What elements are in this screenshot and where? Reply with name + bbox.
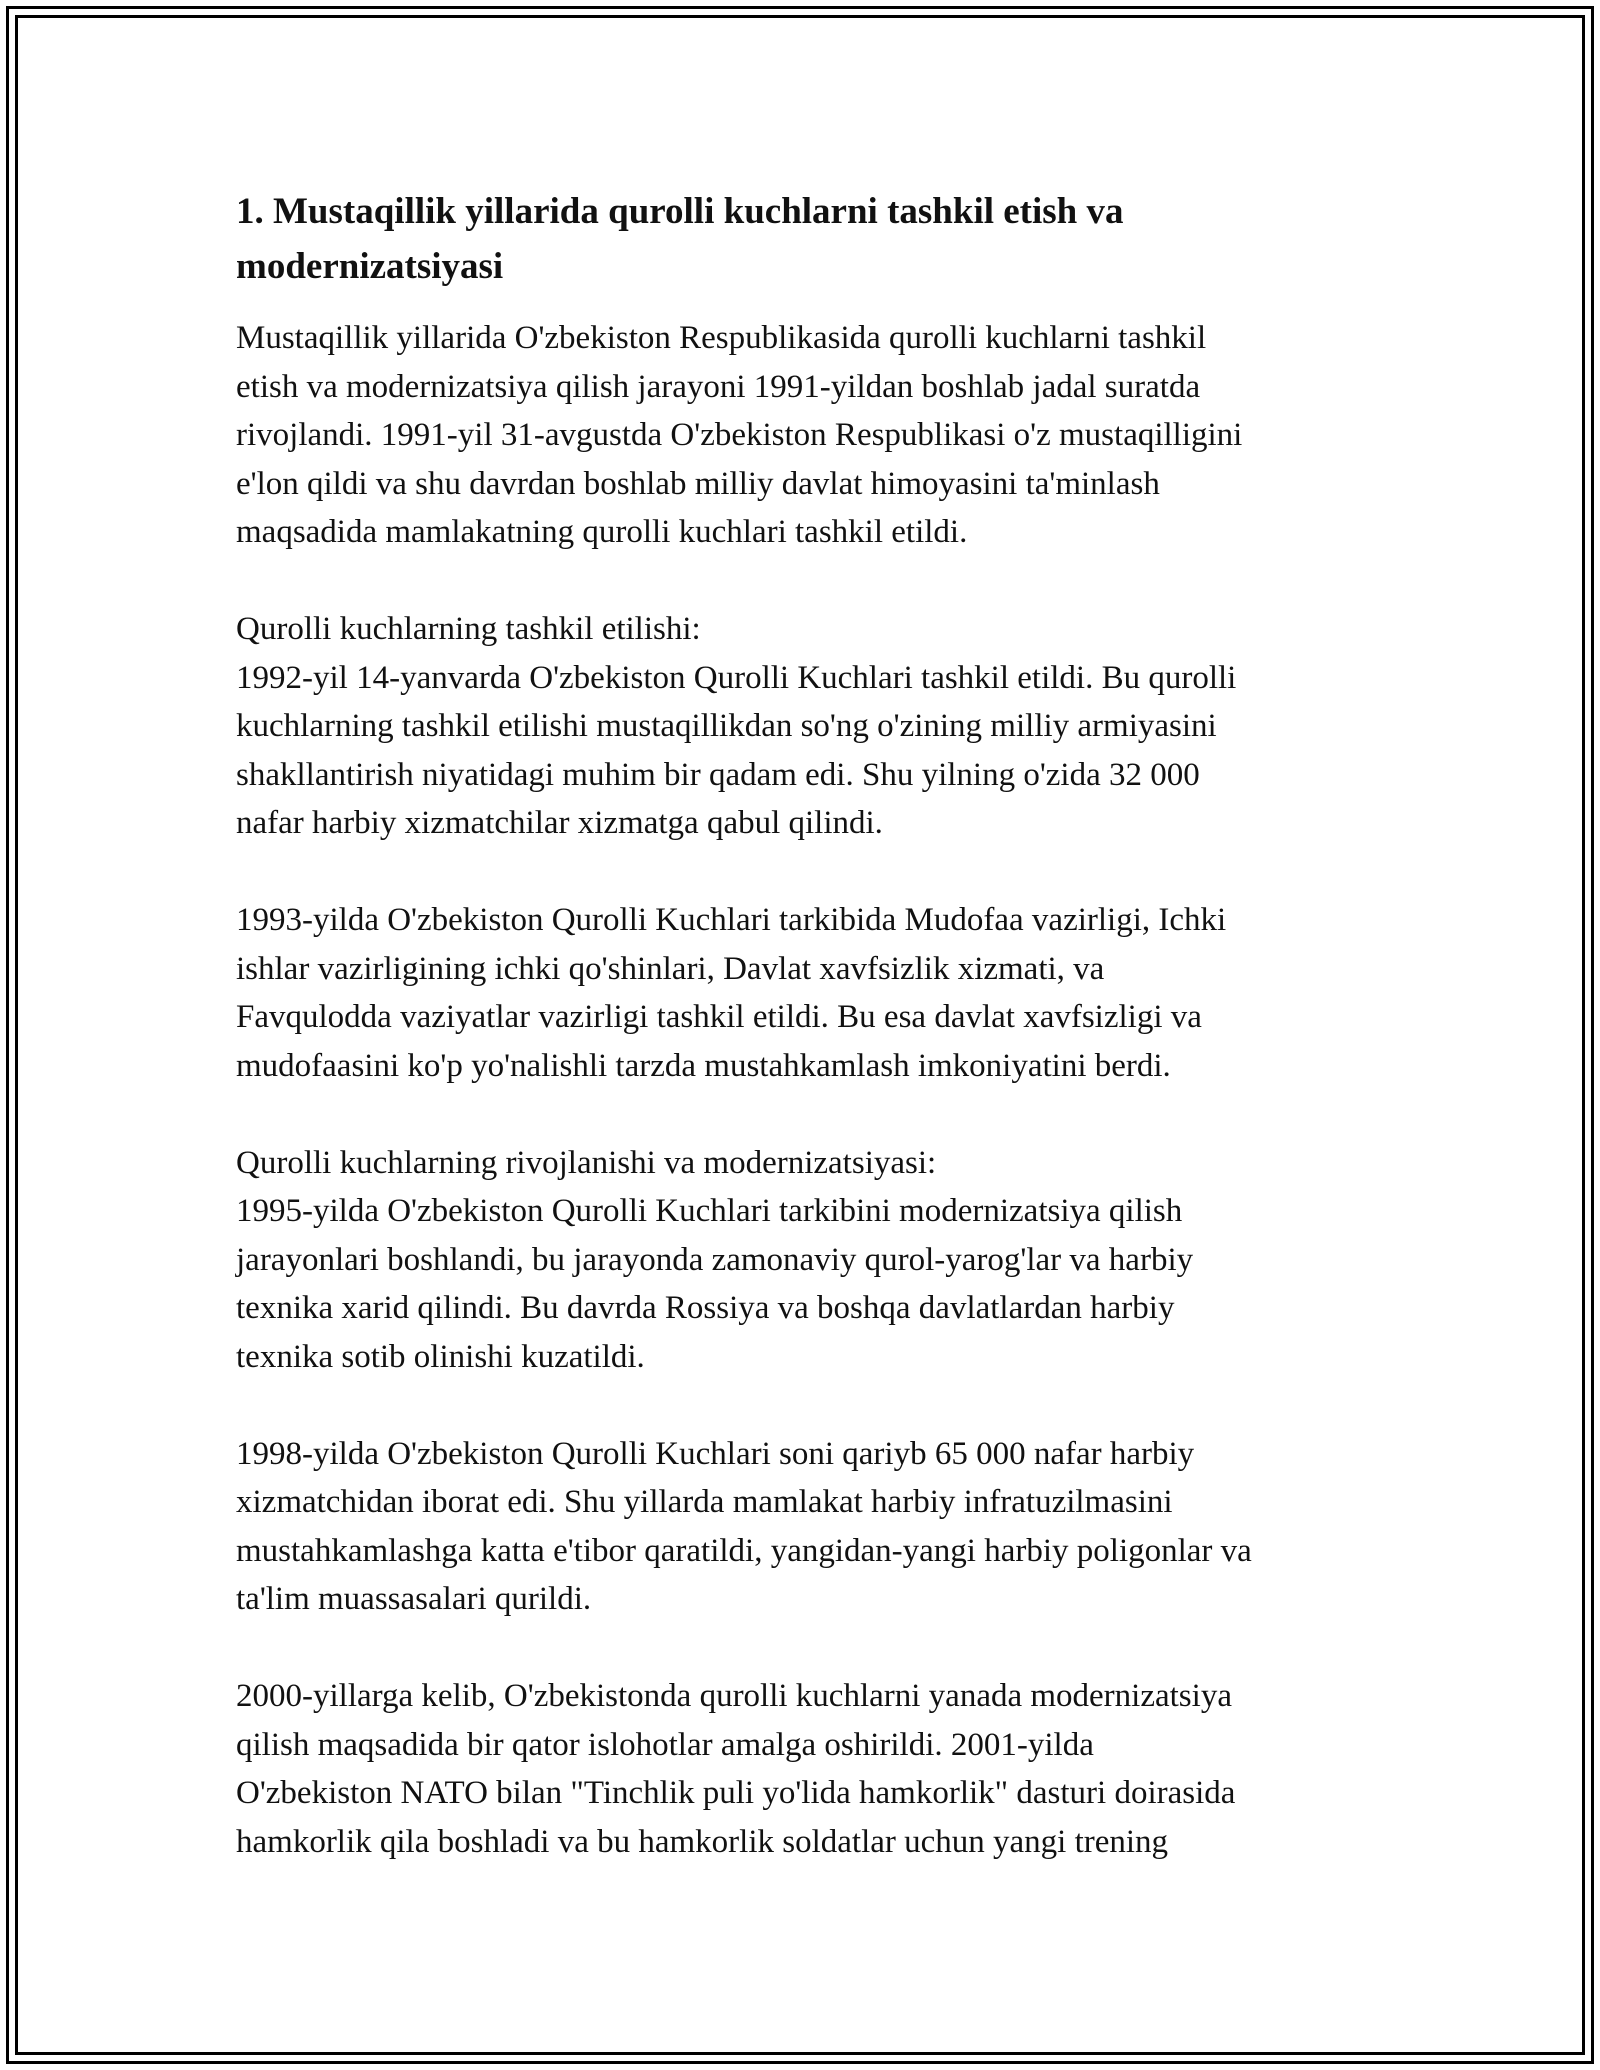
text-line: 1993-yilda O'zbekiston Qurolli Kuchlari tarkibida Mudofaa vazirligi, Ichki [236,902,1227,938]
text-line: mustahkamlashga katta e'tibor qaratildi, yangidan-yangi harbiy poligonlar va [236,1532,1252,1569]
text-line: qilish maqsadida bir qator islohotlar amalga oshirildi. 2001-yilda [236,1726,1094,1763]
text-line: nafar harbiy xizmatchilar xizmatga qabul qilindi. [236,805,883,841]
text-line: e'lon qildi va shu davrdan boshlab milliy davlat himoyasini ta'minlash [236,465,1160,502]
text-line: kuchlarning tashkil etilishi mustaqillikdan so'ng o'zining milliy armiyasini [236,708,1217,744]
text-line: ishlar vazirligining ichki qo'shinlari, Davlat xavfsizlik xizmati, va [236,950,1105,987]
text-line: shakllantirish niyatidagi muhim bir qadam edi. Shu yilning o'zida 32 000 [236,756,1200,793]
text-line: xizmatchidan iborat edi. Shu yillarda mamlakat harbiy infratuzilmasini [236,1484,1173,1520]
paragraph-1998 [236,1430,1376,1624]
text-line: 2000-yillarga kelib, O'zbekistonda qurolli kuchlarni yanada modernizatsiya [236,1678,1232,1714]
paragraph-spacer [236,557,1376,606]
text-line: etish va modernizatsiya qilish jarayoni 1991-yildan boshlab jadal suratda [236,368,1201,405]
document-content [236,184,1376,1866]
text-line: texnika xarid qilindi. Bu davrda Rossiya va boshqa davlatlardan harbiy [236,1290,1175,1326]
paragraph-modernization [236,1139,1376,1382]
text-line: Qurolli kuchlarning rivojlanishi va modernizatsiyasi: [236,1144,937,1181]
text-line: 1995-yilda O'zbekiston Qurolli Kuchlari tarkibini modernizatsiya qilish [236,1193,1183,1229]
text-line: mudofaasini ko'p yo'nalishli tarzda mustahkamlash imkoniyatini berdi. [236,1047,1171,1084]
text-line: Qurolli kuchlarning tashkil etilishi: [236,611,701,647]
section-heading [236,184,1376,294]
paragraph-spacer [236,1381,1376,1430]
text-line: jarayonlari boshlandi, bu jarayonda zamonaviy qurol-yarog'lar va harbiy [236,1241,1194,1278]
text-line: Favqulodda vaziyatlar vazirligi tashkil etildi. Bu esa davlat xavfsizligi va [236,999,1202,1035]
text-line: 1992-yil 14-yanvarda O'zbekiston Qurolli Kuchlari tashkil etildi. Bu qurolli [236,659,1237,696]
heading-line: modernizatsiyasi [236,246,504,287]
text-line: Mustaqillik yillarida O'zbekiston Respublikasida qurolli kuchlarni tashkil [236,320,1207,356]
text-line: hamkorlik qila boshladi va bu hamkorlik soldatlar uchun yangi trening [236,1823,1169,1860]
text-line: O'zbekiston NATO bilan "Tinchlik puli yo'lida hamkorlik" dasturi doirasida [236,1775,1236,1811]
text-line: rivojlandi. 1991-yil 31-avgustda O'zbekiston Respublikasi o'z mustaqilligini [236,417,1243,453]
paragraph-formation [236,605,1376,848]
text-line: maqsadida mamlakatning qurolli kuchlari tashkil etildi. [236,514,968,550]
body-text [236,314,1376,1866]
heading-line: 1. Mustaqillik yillarida qurolli kuchlarni tashkil etish va [236,191,1124,232]
text-line: 1998-yilda O'zbekiston Qurolli Kuchlari soni qariyb 65 000 nafar harbiy [236,1435,1195,1472]
text-line: ta'lim muassasalari qurildi. [236,1581,592,1617]
paragraph-2000s [236,1672,1376,1866]
paragraph-spacer [236,848,1376,897]
paragraph-spacer [236,1624,1376,1673]
paragraph-intro [236,314,1376,557]
paragraph-spacer [236,1090,1376,1139]
text-line: texnika sotib olinishi kuzatildi. [236,1338,645,1375]
paragraph-1993 [236,896,1376,1090]
